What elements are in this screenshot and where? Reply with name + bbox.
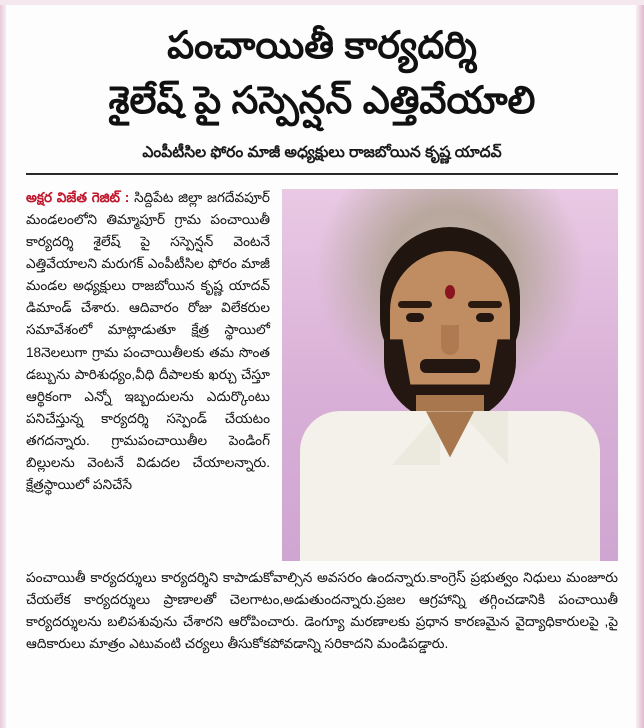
page-top-edge	[0, 0, 644, 5]
photo-eye-left	[406, 313, 424, 322]
lead-label: అక్షర విజేత గెజిట్ :	[26, 190, 130, 206]
article-column-text: సిద్దిపేట జిల్లా జగదేవపూర్ మండలంలోని తిమ్మాపూర్ గ్రామ పంచాయితీ కార్యదర్శి శైలేష్ పై సస్పెన్షన్ వెంటనే ఎత్తివేయాలని మరుగక్ ఎంపీటీసిల ఫోరం మాజీ మండల అధ్యక్షులు రాజబోయిన కృష్ణ యాదవ్ డిమాండ్ చేశారు. ఆదివారం రోజు విలేకరుల సమావేశంలో మాట్లాడుతూ క్షేత్ర స్థాయిలో 18నెలలుగా గ్రామ పంచాయితీలకు తమ సొంత డబ్బును పారిశుధ్యం,వీధి దీపాలకు ఖర్చు చేస్తూ ఆర్థికంగా ఎన్నో ఇబ్బందులను ఎదుర్కొంటు పనిచేస్తున్న కార్యదర్శి సస్పెండ్ చేయటం తగదన్నారు. గ్రామపంచాయితీల పెండింగ్ బిల్లులను వెంటనే విడుదల చేయాలన్నారు. క్షేత్రస్థాయిలో పనిచేసే	[26, 190, 270, 492]
headline-line-2: శైలేష్ పై సస్పెన్షన్ ఎత్తివేయాలి	[108, 79, 536, 122]
page-left-edge	[0, 0, 6, 728]
headline-line-1: పంచాయితీ కార్యదర్శి	[167, 25, 477, 67]
article-full-width-text: పంచాయితీ కార్యదర్శులు కార్యదర్శిని కాపాడుకోవాల్సిన అవసరం ఉందన్నారు.కాంగ్రెస్ ప్రభుత్వం నిధులు మంజూరు చేయలేక కార్యదర్శులు ప్రాణాలతో చెలగాటం,అడుతుందన్నారు.ప్రజల ఆగ్రహాన్ని తగ్గించడానికి పంచాయితీ కార్యదర్శులను బలిపశువును చేశారని ఆరోపించారు. డెంగ్యూ మరణాలకు ప్రధాన కారణమైన వైద్యాధికారులపై ,పై ఆదికారులు మాత్రం ఎటువంటి చర్యలు తీసుకోకపోవడాన్ని సరికాదని మండిపడ్డారు.	[26, 570, 618, 652]
sub-headline: ఎంపీటీసిల ఫోరం మాజీ అధ్యక్షులు రాజబోయిన కృష్ణ యాదవ్	[142, 144, 502, 162]
article-body	[26, 187, 618, 495]
photo-brow-left	[398, 301, 432, 308]
photo-mustache	[420, 359, 480, 373]
photo-nose	[441, 325, 459, 355]
article-photo	[282, 189, 618, 561]
page-right-edge	[636, 0, 644, 728]
photo-eye-right	[476, 313, 494, 322]
photo-brow-right	[468, 301, 502, 308]
header-divider	[26, 173, 618, 175]
